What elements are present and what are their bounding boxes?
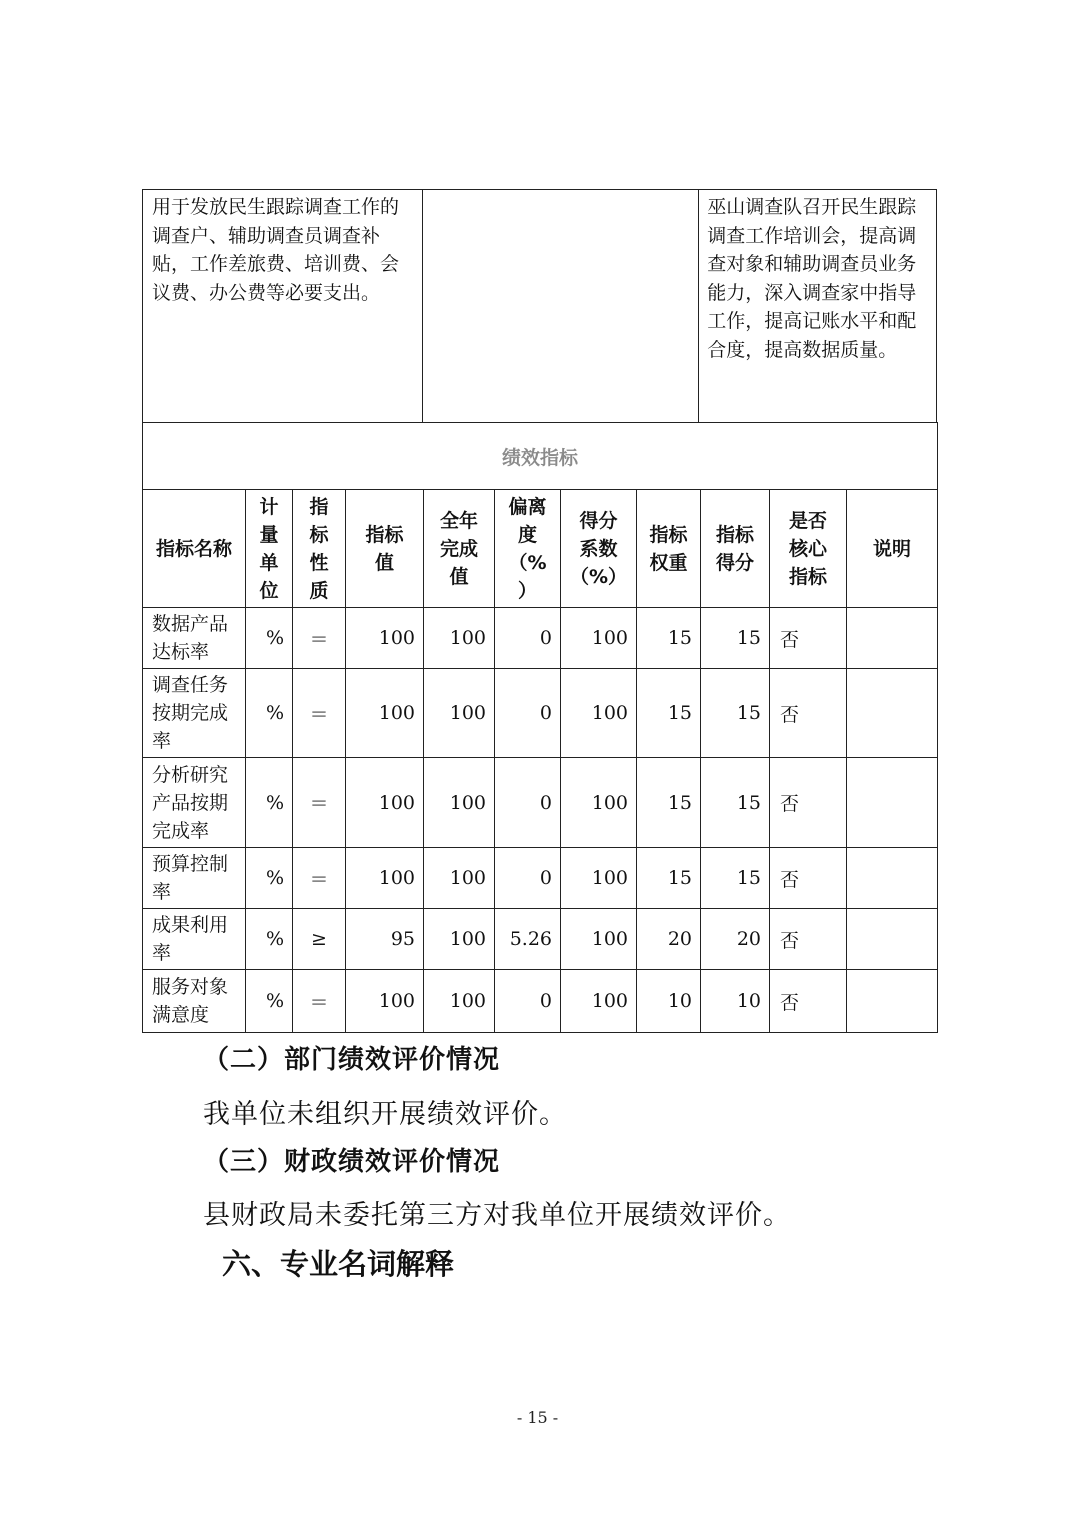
indicator-name-cell bbox=[143, 970, 246, 1033]
project-description-table bbox=[142, 189, 937, 423]
actual-value-cell: 100 bbox=[424, 608, 495, 669]
header-line: （% bbox=[508, 551, 547, 574]
indicator-name-cell bbox=[143, 608, 246, 669]
indicator-name-line: 成果利用 bbox=[152, 914, 229, 936]
project-description-cell bbox=[143, 190, 423, 423]
header-line: 位 bbox=[259, 579, 279, 602]
indicator-name-line: 完成率 bbox=[152, 819, 210, 842]
deviation-cell: 0 bbox=[495, 970, 561, 1033]
weight-cell: 15 bbox=[637, 669, 701, 758]
header-line: 指标 bbox=[365, 523, 404, 546]
dept-evaluation-heading: （二）部门绩效评价情况 bbox=[203, 1045, 501, 1075]
deviation-cell: 0 bbox=[495, 669, 561, 758]
header-nature bbox=[293, 490, 346, 608]
header-line: 指标 bbox=[649, 523, 688, 546]
header-line: 指 bbox=[309, 495, 329, 518]
header-line: 完成 bbox=[439, 537, 478, 560]
core-flag-cell: 否 bbox=[770, 848, 847, 909]
table-row bbox=[143, 608, 938, 669]
header-line: 指标 bbox=[715, 523, 754, 546]
project-result-cell bbox=[699, 190, 937, 423]
page-number: - 15 - bbox=[516, 1408, 559, 1427]
nature-cell: ＝ bbox=[293, 608, 346, 669]
indicator-name-line: 达标率 bbox=[152, 641, 210, 663]
header-line: 全年 bbox=[439, 509, 478, 532]
table-header-row bbox=[143, 490, 938, 608]
target-value-cell: 100 bbox=[346, 758, 424, 848]
header-deviation bbox=[495, 490, 561, 608]
header-line: 说明 bbox=[873, 537, 912, 560]
indicator-name-line: 率 bbox=[152, 881, 172, 903]
glossary-heading: 六、专业名词解释 bbox=[222, 1247, 455, 1281]
blank-cell bbox=[422, 190, 699, 423]
indicator-name-line: 满意度 bbox=[152, 1004, 210, 1026]
weight-cell: 20 bbox=[637, 909, 701, 970]
header-unit bbox=[246, 490, 293, 608]
performance-title-text: 绩效指标 bbox=[502, 446, 579, 469]
project-result-text: 巫山调查队召开民生跟踪调查工作培训会，提高调查对象和辅助调查员业务能力，深入调查家中指导工作，提高记账水平和配合度，提高数据质量。 bbox=[707, 196, 917, 361]
coefficient-cell: 100 bbox=[561, 669, 637, 758]
header-line: 值 bbox=[449, 565, 469, 588]
remarks-cell bbox=[847, 608, 938, 669]
performance-section-title bbox=[143, 423, 938, 490]
indicator-name-line: 预算控制 bbox=[152, 853, 229, 875]
indicator-name-line: 产品按期 bbox=[152, 791, 229, 814]
weight-cell: 15 bbox=[637, 758, 701, 848]
table-row bbox=[143, 758, 938, 848]
header-indicator-name bbox=[143, 490, 246, 608]
header-score bbox=[701, 490, 770, 608]
target-value-cell: 100 bbox=[346, 970, 424, 1033]
actual-value-cell: 100 bbox=[424, 758, 495, 848]
header-line: 计 bbox=[259, 495, 279, 518]
indicator-name-line: 调查任务 bbox=[152, 674, 229, 696]
target-value-cell: 100 bbox=[346, 848, 424, 909]
table-row bbox=[143, 848, 938, 909]
indicator-name-cell bbox=[143, 758, 246, 848]
nature-cell: ＝ bbox=[293, 669, 346, 758]
header-line: 得分 bbox=[715, 551, 754, 574]
core-flag-cell: 否 bbox=[770, 669, 847, 758]
core-flag-cell: 否 bbox=[770, 909, 847, 970]
header-line: 度 bbox=[517, 523, 537, 546]
target-value-cell: 100 bbox=[346, 669, 424, 758]
project-description-text: 用于发放民生跟踪调查工作的调查户、辅助调查员调查补贴，工作差旅费、培训费、会议费、办公费等必要支出。 bbox=[152, 196, 400, 304]
header-line: （%） bbox=[569, 565, 628, 588]
header-line: 得分 bbox=[579, 509, 618, 532]
finance-evaluation-heading: （三）财政绩效评价情况 bbox=[203, 1147, 501, 1177]
header-line: 偏离 bbox=[508, 495, 547, 518]
indicator-name-line: 率 bbox=[152, 942, 172, 964]
unit-cell: % bbox=[246, 669, 293, 758]
indicator-name-line: 数据产品 bbox=[152, 613, 229, 635]
nature-cell: ≥ bbox=[293, 909, 346, 970]
header-line: 标 bbox=[309, 523, 329, 546]
unit-cell: % bbox=[246, 758, 293, 848]
core-flag-cell: 否 bbox=[770, 608, 847, 669]
header-line: 系数 bbox=[579, 537, 618, 560]
header-line: 值 bbox=[374, 551, 394, 574]
remarks-cell bbox=[847, 758, 938, 848]
actual-value-cell: 100 bbox=[424, 848, 495, 909]
target-value-cell: 100 bbox=[346, 608, 424, 669]
indicator-name-line: 率 bbox=[152, 730, 172, 752]
deviation-cell: 0 bbox=[495, 608, 561, 669]
nature-cell: ＝ bbox=[293, 848, 346, 909]
actual-value-cell: 100 bbox=[424, 909, 495, 970]
header-line: 核心 bbox=[788, 537, 827, 560]
header-remarks bbox=[847, 490, 938, 608]
core-flag-cell: 否 bbox=[770, 758, 847, 848]
header-is-core bbox=[770, 490, 847, 608]
weight-cell: 15 bbox=[637, 608, 701, 669]
header-line: 权重 bbox=[649, 551, 688, 574]
coefficient-cell: 100 bbox=[561, 970, 637, 1033]
score-cell: 20 bbox=[701, 909, 770, 970]
unit-cell: % bbox=[246, 970, 293, 1033]
header-line: 是否 bbox=[788, 509, 827, 532]
score-cell: 10 bbox=[701, 970, 770, 1033]
header-line: 指标 bbox=[788, 565, 827, 588]
remarks-cell bbox=[847, 909, 938, 970]
coefficient-cell: 100 bbox=[561, 909, 637, 970]
table-row bbox=[143, 909, 938, 970]
target-value-cell: 95 bbox=[346, 909, 424, 970]
weight-cell: 10 bbox=[637, 970, 701, 1033]
indicator-name-cell bbox=[143, 669, 246, 758]
unit-cell: % bbox=[246, 909, 293, 970]
nature-cell: ＝ bbox=[293, 970, 346, 1033]
table-row bbox=[143, 970, 938, 1033]
header-line: 质 bbox=[309, 579, 329, 602]
score-cell: 15 bbox=[701, 669, 770, 758]
header-line: 单 bbox=[259, 551, 279, 574]
remarks-cell bbox=[847, 970, 938, 1033]
header-line: 指标名称 bbox=[155, 537, 232, 560]
finance-evaluation-text: 县财政局未委托第三方对我单位开展绩效评价。 bbox=[203, 1200, 791, 1231]
indicator-name-line: 按期完成 bbox=[152, 702, 229, 724]
header-score-coefficient bbox=[561, 490, 637, 608]
remarks-cell bbox=[847, 669, 938, 758]
coefficient-cell: 100 bbox=[561, 848, 637, 909]
weight-cell: 15 bbox=[637, 848, 701, 909]
score-cell: 15 bbox=[701, 758, 770, 848]
header-line: 量 bbox=[259, 523, 279, 546]
actual-value-cell: 100 bbox=[424, 970, 495, 1033]
header-line: 性 bbox=[309, 551, 329, 574]
performance-indicator-table bbox=[142, 422, 938, 1033]
remarks-cell bbox=[847, 848, 938, 909]
deviation-cell: 0 bbox=[495, 758, 561, 848]
coefficient-cell: 100 bbox=[561, 608, 637, 669]
indicator-name-line: 分析研究 bbox=[152, 763, 229, 786]
header-line: ） bbox=[517, 579, 537, 602]
dept-evaluation-text: 我单位未组织开展绩效评价。 bbox=[203, 1099, 567, 1130]
nature-cell: ＝ bbox=[293, 758, 346, 848]
core-flag-cell: 否 bbox=[770, 970, 847, 1033]
indicator-name-cell bbox=[143, 909, 246, 970]
header-annual-actual bbox=[424, 490, 495, 608]
score-cell: 15 bbox=[701, 608, 770, 669]
unit-cell: % bbox=[246, 608, 293, 669]
indicator-name-line: 服务对象 bbox=[152, 976, 229, 998]
header-target-value bbox=[346, 490, 424, 608]
deviation-cell: 0 bbox=[495, 848, 561, 909]
unit-cell: % bbox=[246, 848, 293, 909]
table-row bbox=[143, 669, 938, 758]
coefficient-cell: 100 bbox=[561, 758, 637, 848]
score-cell: 15 bbox=[701, 848, 770, 909]
indicator-name-cell bbox=[143, 848, 246, 909]
deviation-cell: 5.26 bbox=[495, 909, 561, 970]
header-weight bbox=[637, 490, 701, 608]
actual-value-cell: 100 bbox=[424, 669, 495, 758]
